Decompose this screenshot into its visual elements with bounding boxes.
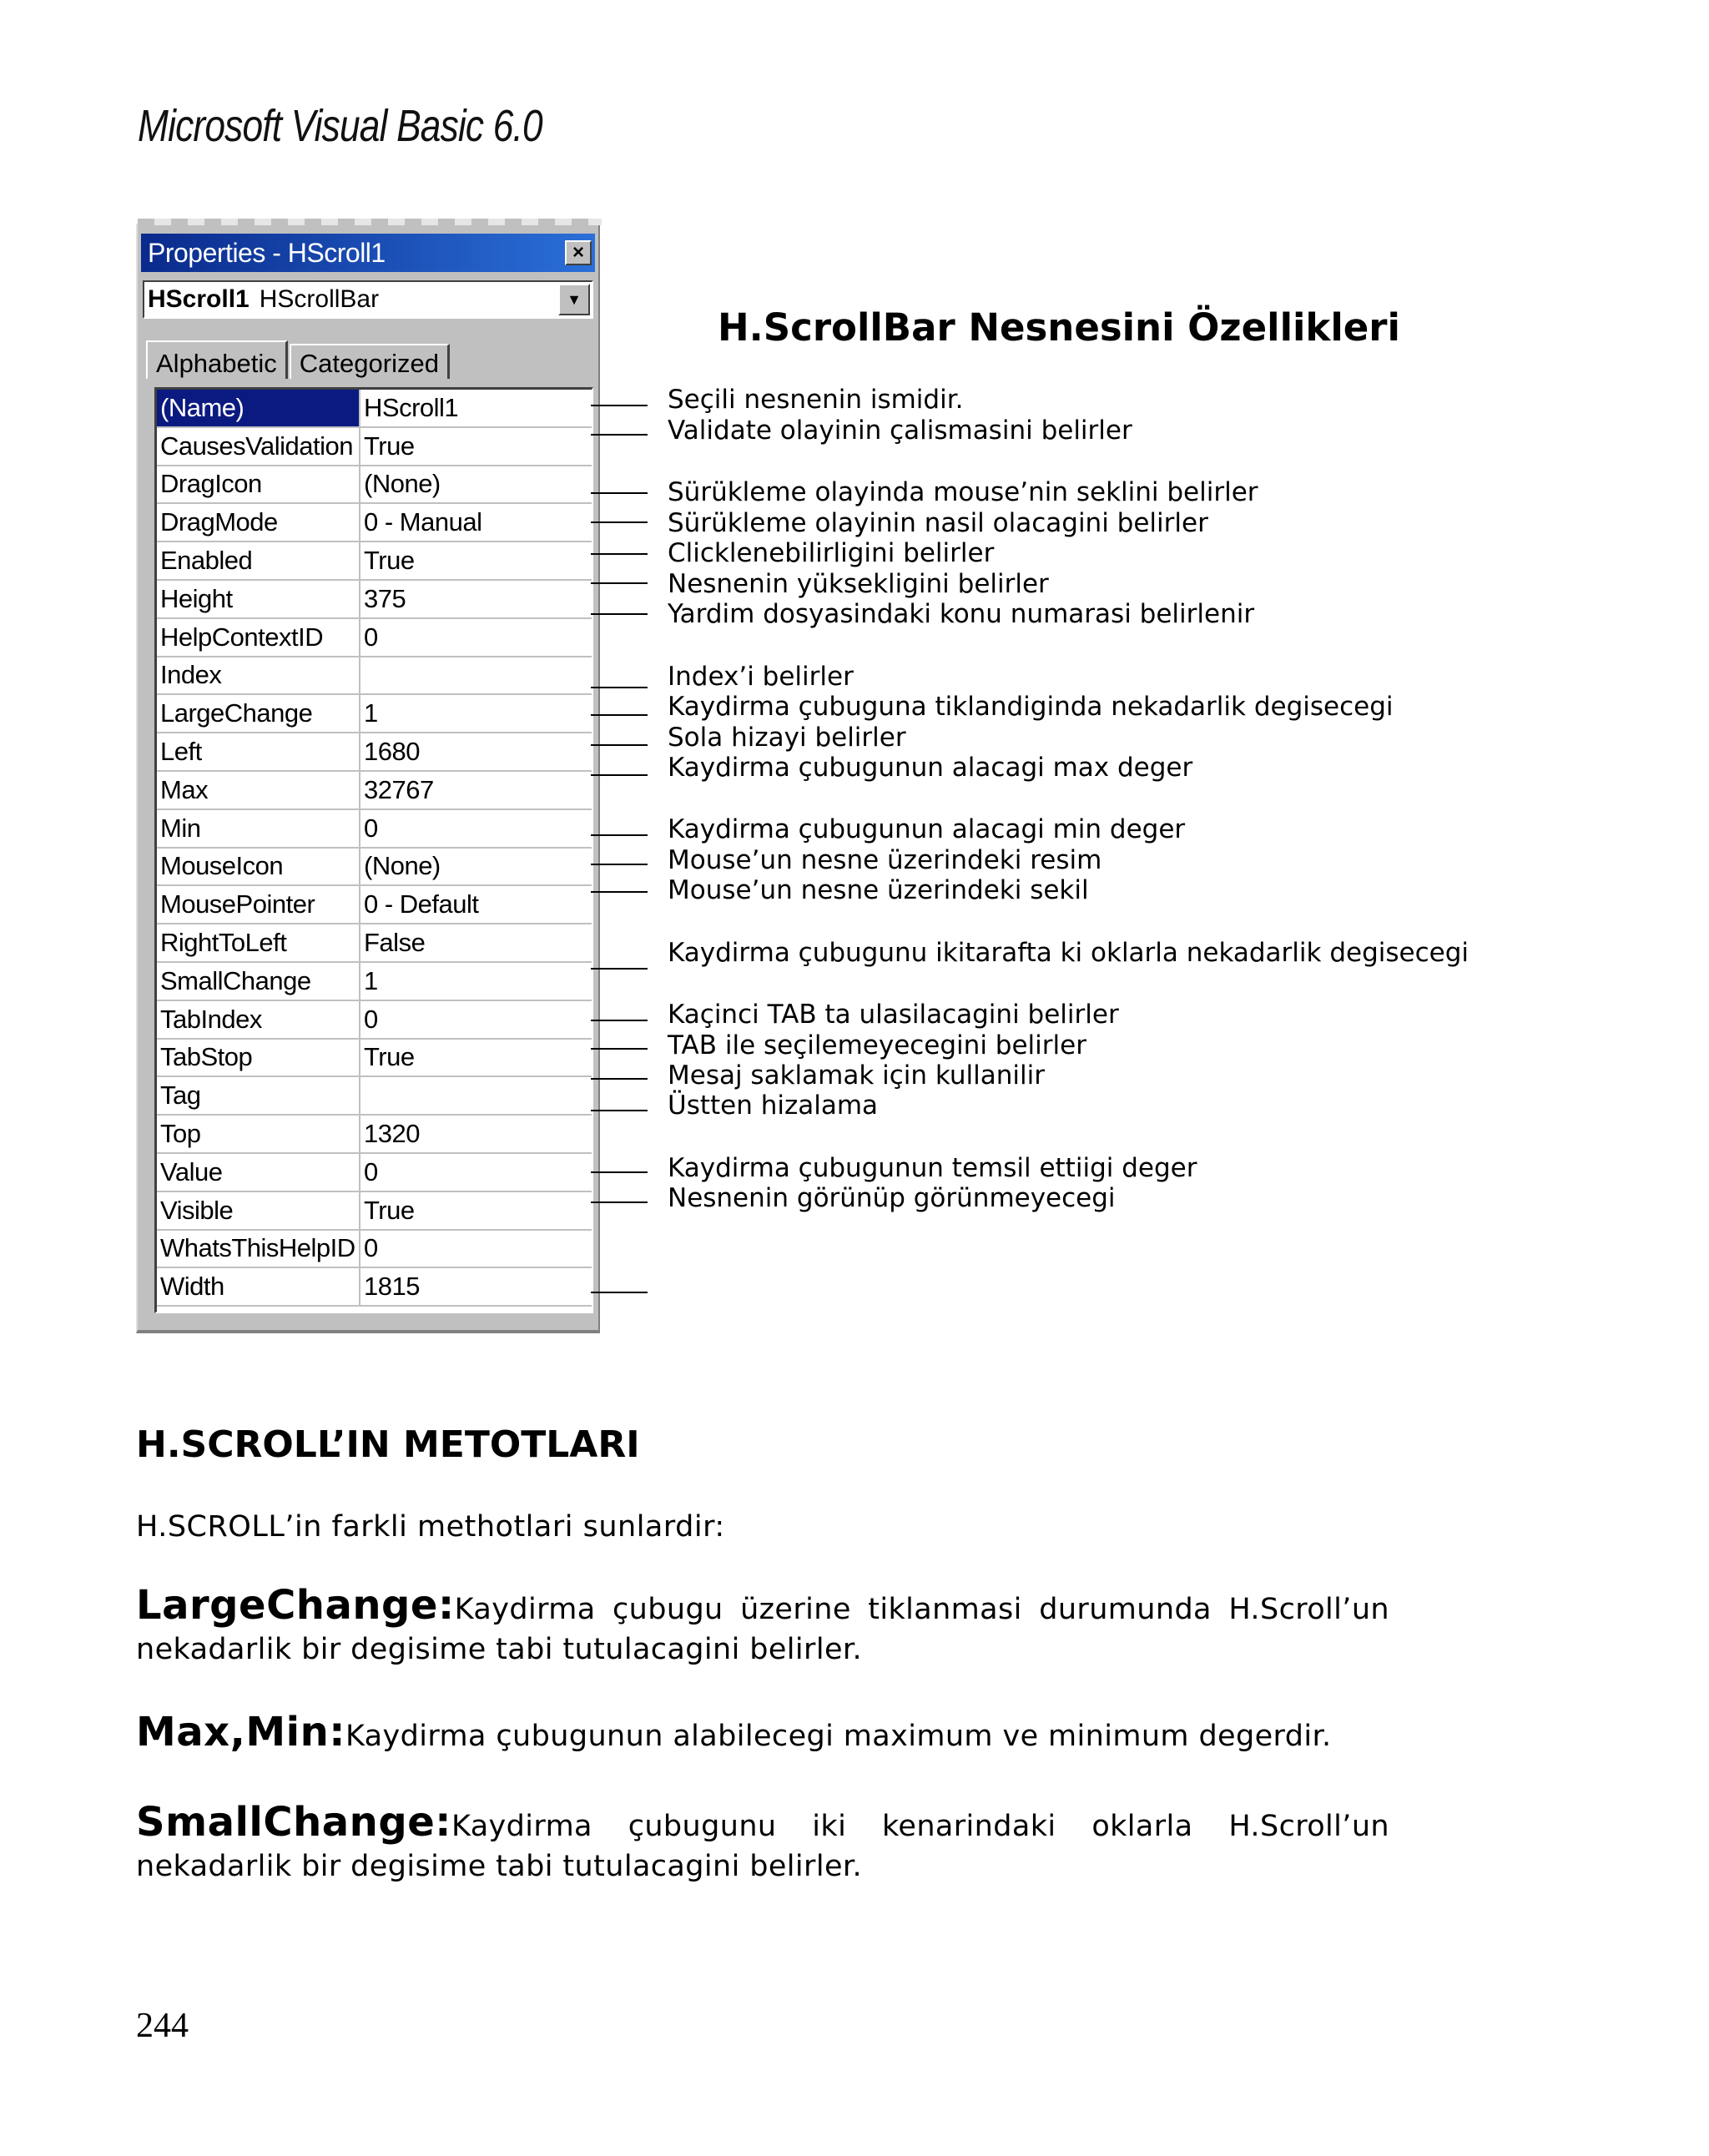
property-value[interactable]: 1 [364, 698, 378, 728]
method-maxmin [136, 1709, 1389, 1756]
property-description: Sola hizayi belirler [668, 723, 906, 753]
book-title: Microsoft Visual Basic 6.0 [138, 101, 542, 151]
property-name: WhatsThisHelpID [157, 1231, 360, 1267]
leader-line [591, 492, 648, 494]
property-description: Mouse’un nesne üzerindeki resim [668, 845, 1102, 875]
close-icon[interactable]: × [565, 240, 592, 265]
property-name: DragMode [157, 504, 360, 541]
property-row[interactable] [157, 1154, 592, 1192]
method-term: LargeChange: [136, 1582, 455, 1629]
descriptions-heading: H.ScrollBar Nesnesini Özellikleri [718, 305, 1400, 350]
property-row[interactable] [157, 581, 592, 619]
property-value[interactable]: (None) [364, 851, 441, 881]
property-name: Left [157, 733, 360, 770]
property-description: Clicklenebilirligini belirler [668, 538, 995, 568]
leader-line [591, 434, 648, 436]
leader-line [591, 553, 648, 555]
leader-line [591, 521, 648, 523]
property-grid [154, 387, 593, 1313]
property-row[interactable] [157, 695, 592, 733]
leader-line [591, 744, 648, 746]
property-name: MousePointer [157, 886, 360, 923]
property-description: Yardim dosyasindaki konu numarasi belirlenir [668, 599, 1255, 629]
property-value[interactable]: True [364, 546, 415, 576]
property-row[interactable] [157, 657, 592, 696]
property-value[interactable]: 32767 [364, 774, 434, 804]
property-row[interactable] [157, 733, 592, 772]
property-value[interactable]: 0 - Manual [364, 507, 482, 537]
property-name: MouseIcon [157, 849, 360, 885]
leader-line [591, 582, 648, 584]
leader-line [591, 1110, 648, 1111]
property-value[interactable]: HScroll1 [364, 392, 459, 422]
tab-alphabetic[interactable]: Alphabetic [146, 340, 288, 379]
property-value[interactable]: 0 [364, 1156, 378, 1186]
property-row[interactable] [157, 1077, 592, 1116]
properties-title: Properties - HScroll1 [148, 237, 386, 268]
chevron-down-icon[interactable]: ▼ [558, 284, 590, 315]
property-description: Seçili nesnenin ismidir. [668, 385, 964, 415]
property-value[interactable]: 0 [364, 1233, 378, 1263]
property-name: RightToLeft [157, 924, 360, 961]
property-description: Üstten hizalama [668, 1091, 879, 1121]
property-row[interactable] [157, 963, 592, 1001]
property-row[interactable] [157, 542, 592, 581]
property-description: Mesaj saklamak için kullanilir [668, 1060, 1046, 1091]
property-row[interactable] [157, 428, 592, 466]
property-row[interactable] [157, 1192, 592, 1231]
property-name: CausesValidation [157, 428, 360, 465]
property-name: (Name) [157, 390, 360, 426]
property-name: DragIcon [157, 466, 360, 503]
property-name: Tag [157, 1077, 360, 1114]
property-value[interactable]: 0 [364, 1004, 378, 1034]
property-row[interactable] [157, 1116, 592, 1154]
property-value[interactable]: 1815 [364, 1272, 420, 1302]
property-name: TabStop [157, 1040, 360, 1076]
property-description: Kaydirma çubugunu ikitarafta ki oklarla nekadarlik degisecegi [668, 938, 1470, 968]
properties-tabs [146, 330, 451, 379]
property-description: Nesnenin görünüp görünmeyecegi [668, 1183, 1116, 1213]
property-row[interactable] [157, 1040, 592, 1078]
property-value[interactable]: (None) [364, 469, 441, 499]
property-value[interactable]: 0 - Default [364, 889, 479, 919]
property-name: Visible [157, 1192, 360, 1229]
property-value[interactable]: 0 [364, 622, 378, 652]
property-value[interactable]: 1680 [364, 737, 420, 767]
method-term: SmallChange: [136, 1799, 451, 1846]
property-row[interactable] [157, 1231, 592, 1269]
method-term: Max,Min: [136, 1709, 345, 1756]
method-largechange [136, 1582, 1389, 1670]
object-type: HScrollBar [259, 285, 380, 313]
property-row[interactable] [157, 504, 592, 542]
property-value[interactable]: True [364, 1042, 415, 1072]
object-selector[interactable] [143, 280, 593, 319]
tab-categorized[interactable]: Categorized [290, 344, 450, 379]
property-description: Validate olayinin çalismasini belirler [668, 416, 1132, 446]
property-description: Nesnenin yüksekligini belirler [668, 569, 1049, 599]
property-row[interactable] [157, 886, 592, 924]
property-description: TAB ile seçilemeyecegini belirler [668, 1030, 1086, 1060]
property-name: Top [157, 1116, 360, 1152]
property-value[interactable]: 375 [364, 583, 406, 613]
method-text: Kaydirma çubugunu iki kenarindaki oklarla H.Scroll’un nekadarlik bir degisime tabi tutulacagini belirler. [136, 1810, 1389, 1883]
property-row[interactable] [157, 619, 592, 657]
property-value[interactable]: True [364, 431, 415, 461]
leader-line [591, 834, 648, 836]
property-row[interactable] [157, 772, 592, 810]
leader-line [591, 1171, 648, 1173]
leader-line [591, 774, 648, 776]
page-number: 244 [136, 2007, 189, 2045]
properties-window [136, 224, 600, 1333]
method-smallchange [136, 1799, 1389, 1886]
leader-line [591, 1048, 648, 1050]
property-description: Kaydirma çubuguna tiklandiginda nekadarlik degisecegi [668, 692, 1394, 722]
property-name: Height [157, 581, 360, 617]
leader-line [591, 1020, 648, 1021]
property-description: Mouse’un nesne üzerindeki sekil [668, 875, 1089, 905]
property-value[interactable]: 1320 [364, 1119, 420, 1149]
property-value[interactable] [360, 657, 592, 694]
leader-line [591, 1078, 648, 1080]
leader-line [591, 1201, 648, 1203]
methods-heading: H.SCROLL’IN METOTLARI [136, 1423, 640, 1466]
leader-line [591, 405, 648, 406]
leader-line [591, 613, 648, 615]
property-description: Sürükleme olayinin nasil olacagini belirler [668, 508, 1208, 538]
property-name: Min [157, 810, 360, 847]
method-text: Kaydirma çubugunun alabilecegi maximum ve minimum degerdir. [345, 1720, 1332, 1753]
property-description: Kaydirma çubugunun alacagi max deger [668, 753, 1193, 783]
property-row[interactable] [157, 390, 592, 428]
leader-line [591, 714, 648, 716]
property-name: SmallChange [157, 963, 360, 1000]
property-description: Sürükleme olayinda mouse’nin seklini belirler [668, 477, 1258, 507]
leader-line [591, 968, 648, 970]
property-description: Index’i belirler [668, 662, 854, 692]
property-row[interactable] [157, 849, 592, 887]
property-name: Enabled [157, 542, 360, 579]
property-description: Kaydirma çubugunun alacagi min deger [668, 814, 1186, 844]
property-value[interactable]: True [364, 1195, 415, 1225]
property-row[interactable] [157, 924, 592, 963]
leader-line [591, 1292, 648, 1293]
property-name: Width [157, 1268, 360, 1305]
property-name: Value [157, 1154, 360, 1191]
object-name: HScroll1 [148, 285, 250, 313]
property-description: Kaçinci TAB ta ulasilacagini belirler [668, 1000, 1119, 1030]
methods-intro: H.SCROLL’in farkli methotlari sunlardir: [136, 1510, 725, 1544]
property-value[interactable]: 0 [364, 813, 378, 843]
method-text: Kaydirma çubugu üzerine tiklanmasi durumunda H.Scroll’un nekadarlik bir degisime tabi tutulacagini belirler. [136, 1593, 1389, 1666]
property-row[interactable] [157, 466, 592, 505]
property-name: HelpContextID [157, 619, 360, 656]
leader-line [591, 864, 648, 865]
leader-line [591, 687, 648, 688]
property-name: Max [157, 772, 360, 808]
property-value[interactable]: False [364, 928, 426, 958]
property-value[interactable]: 1 [364, 965, 378, 995]
leader-line [591, 891, 648, 893]
properties-titlebar[interactable] [141, 234, 595, 272]
property-row[interactable] [157, 810, 592, 849]
property-name: LargeChange [157, 695, 360, 732]
property-name: Index [157, 657, 360, 694]
property-description: Kaydirma çubugunun temsil ettiigi deger [668, 1153, 1197, 1183]
property-value[interactable] [360, 1077, 592, 1114]
property-name: TabIndex [157, 1001, 360, 1038]
property-row[interactable] [157, 1001, 592, 1040]
property-row[interactable] [157, 1268, 592, 1307]
